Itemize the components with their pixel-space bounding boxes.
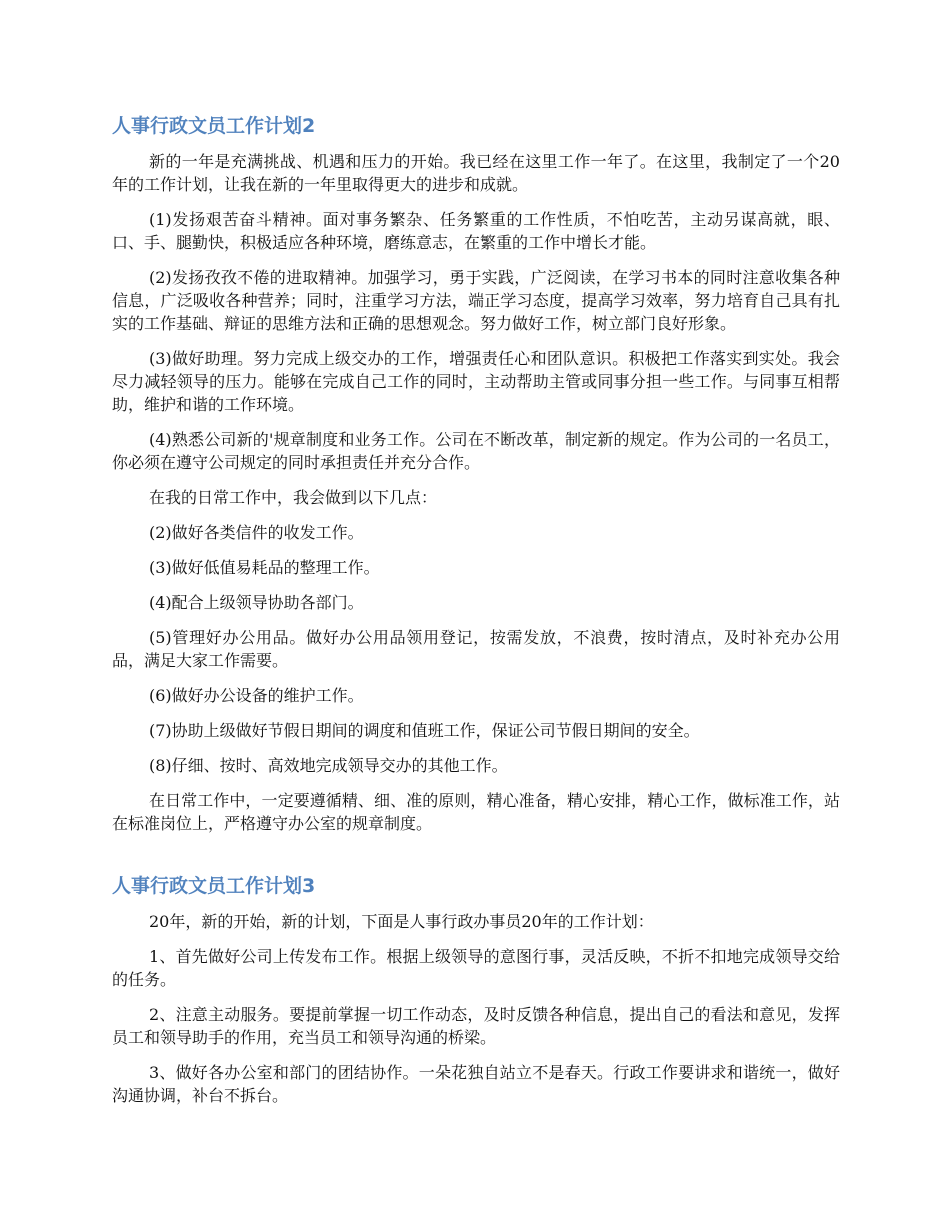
list-item: 1、首先做好公司上传发布工作。根据上级领导的意图行事，灵活反映，不折不扣地完成领导交给的任务。: [112, 947, 840, 989]
list-item: (2)做好各类信件的收发工作。: [149, 523, 364, 542]
section-2-title: 人事行政文员工作计划2: [112, 115, 316, 137]
paragraph: (1)发扬艰苦奋斗精神。面对事务繁杂、任务繁重的工作性质，不怕吃苦，主动另谋高就，眼、口、手、腿勤快，积极适应各种环境，磨练意志，在繁重的工作中增长才能。: [112, 210, 840, 252]
list-item: 2、注意主动服务。要提前掌握一切工作动态，及时反馈各种信息，提出自己的看法和意见，发挥员工和领导助手的作用，充当员工和领导沟通的桥梁。: [112, 1005, 840, 1047]
list-item: (3)做好低值易耗品的整理工作。: [149, 558, 380, 577]
list-item: (8)仔细、按时、高效地完成领导交办的其他工作。: [149, 756, 508, 775]
paragraph: 在我的日常工作中，我会做到以下几点：: [149, 488, 438, 507]
paragraph: 新的一年是充满挑战、机遇和压力的开始。我已经在这里工作一年了。在这里，我制定了一个20年的工作计划，让我在新的一年里取得更大的进步和成就。: [112, 152, 840, 194]
paragraph: (2)发扬孜孜不倦的进取精神。加强学习，勇于实践，广泛阅读，在学习书本的同时注意收集各种信息，广泛吸收各种营养；同时，注重学习方法，端正学习态度，提高学习效率，努力培育自己具有扎实的工作基础、辩证的思维方法和正确的思想观念。努力做好工作，树立部门良好形象。: [112, 268, 840, 333]
list-item: 3、做好各办公室和部门的团结协作。一朵花独自站立不是春天。行政工作要讲求和谐统一，做好沟通协调，补台不拆台。: [112, 1063, 840, 1105]
list-item: (6)做好办公设备的维护工作。: [149, 686, 364, 705]
list-item: (5)管理好办公用品。做好办公用品领用登记，按需发放，不浪费，按时清点，及时补充办公用品，满足大家工作需要。: [112, 628, 840, 670]
paragraph: 20年，新的开始，新的计划，下面是人事行政办事员20年的工作计划：: [149, 912, 654, 931]
list-item: (7)协助上级做好节假日期间的调度和值班工作，保证公司节假日期间的安全。: [149, 721, 700, 740]
paragraph: 在日常工作中，一定要遵循精、细、准的原则，精心准备，精心安排，精心工作，做标准工作，站在标准岗位上，严格遵守办公室的规章制度。: [112, 791, 840, 833]
paragraph: (3)做好助理。努力完成上级交办的工作，增强责任心和团队意识。积极把工作落实到实处。我会尽力减轻领导的压力。能够在完成自己工作的同时，主动帮助主管或同事分担一些工作。与同事互相帮助，维护和谐的工作环境。: [112, 349, 840, 414]
paragraph: (4)熟悉公司新的'规章制度和业务工作。公司在不断改革，制定新的规定。作为公司的一名员工，你必须在遵守公司规定的同时承担责任并充分合作。: [112, 430, 840, 472]
section-3-body: [112, 910, 840, 1119]
section-2-body: [112, 150, 840, 847]
list-item: (4)配合上级领导协助各部门。: [149, 593, 364, 612]
section-3-title: 人事行政文员工作计划3: [112, 875, 316, 897]
